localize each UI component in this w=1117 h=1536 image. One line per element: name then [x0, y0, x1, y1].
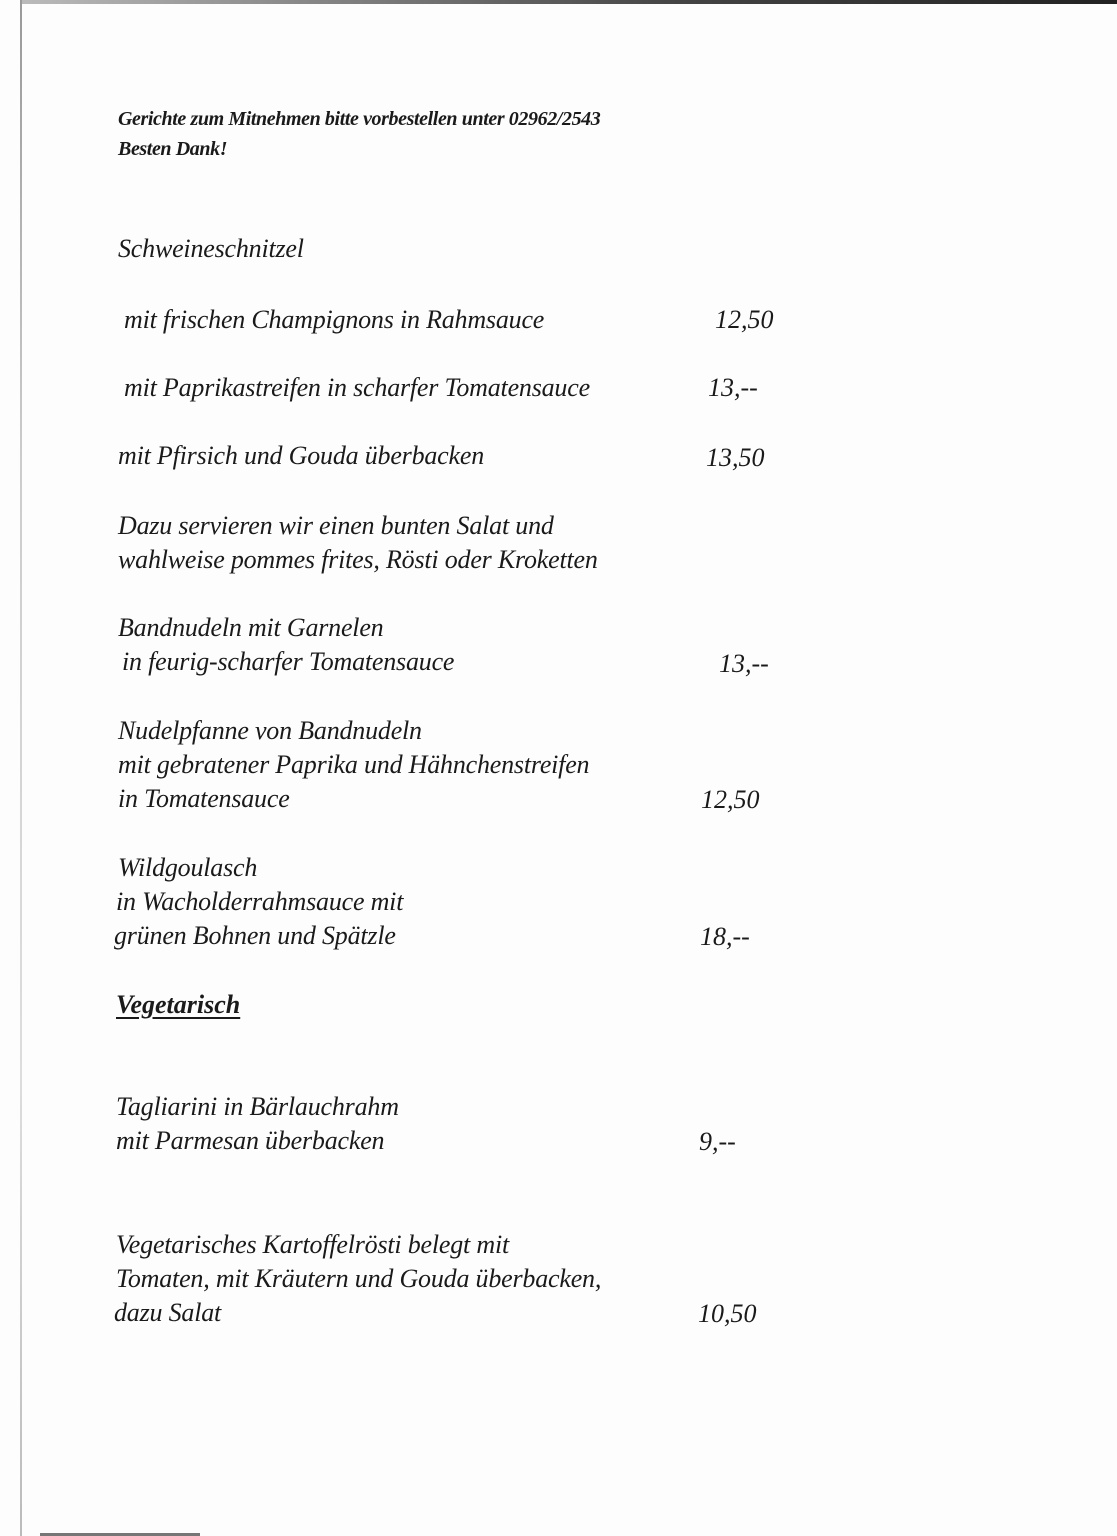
schnitzel-sides-line-2: wahlweise pommes frites, Rösti oder Kroketten	[118, 545, 598, 574]
schnitzel-sides-line-1: Dazu servieren wir einen bunten Salat und	[118, 511, 554, 540]
veg-item-1-line-2: mit Parmesan überbacken	[116, 1126, 385, 1155]
dish-1-line-1: Bandnudeln mit Garnelen	[118, 613, 384, 642]
scan-edge-top	[20, 0, 1117, 4]
dish-1-line-2: in feurig-scharfer Tomatensauce	[122, 647, 455, 676]
veg-item-2-line-2: Tomaten, mit Kräutern und Gouda überbacken,	[116, 1264, 602, 1293]
dish-2-line-1: Nudelpfanne von Bandnudeln	[118, 716, 422, 745]
schnitzel-item-1-text: mit frischen Champignons in Rahmsauce	[124, 305, 545, 334]
veg-item-2-price: 10,50	[698, 1299, 757, 1328]
dish-2-line-3: in Tomatensauce	[118, 784, 290, 813]
vegetarian-heading: Vegetarisch	[116, 990, 241, 1019]
notice-line-1: Gerichte zum Mitnehmen bitte vorbestellen unter 02962/2543	[118, 108, 601, 130]
dish-2-line-2: mit gebratener Paprika und Hähnchenstreifen	[118, 750, 590, 779]
schnitzel-item-2-price: 13,--	[708, 373, 758, 402]
schnitzel-item-1-price: 12,50	[715, 305, 774, 334]
dish-3-line-3: grünen Bohnen und Spätzle	[114, 921, 396, 950]
veg-item-2-line-1: Vegetarisches Kartoffelrösti belegt mit	[116, 1230, 509, 1259]
schnitzel-title: Schweineschnitzel	[118, 234, 304, 263]
notice-line-2: Besten Dank!	[118, 138, 228, 160]
schnitzel-item-3-text: mit Pfirsich und Gouda überbacken	[118, 441, 485, 470]
schnitzel-item-2-text: mit Paprikastreifen in scharfer Tomatensauce	[124, 373, 590, 402]
dish-3-line-2: in Wacholderrahmsauce mit	[116, 887, 404, 916]
schnitzel-item-3-price: 13,50	[706, 443, 765, 472]
veg-item-2-line-3: dazu Salat	[114, 1298, 222, 1327]
dish-3-line-1: Wildgoulasch	[118, 853, 258, 882]
veg-item-1-line-1: Tagliarini in Bärlauchrahm	[116, 1092, 399, 1121]
dish-1-price: 13,--	[719, 649, 769, 678]
dish-2-price: 12,50	[701, 785, 760, 814]
scan-edge-left	[20, 0, 22, 1536]
veg-item-1-price: 9,--	[699, 1127, 736, 1156]
dish-3-price: 18,--	[700, 922, 750, 951]
